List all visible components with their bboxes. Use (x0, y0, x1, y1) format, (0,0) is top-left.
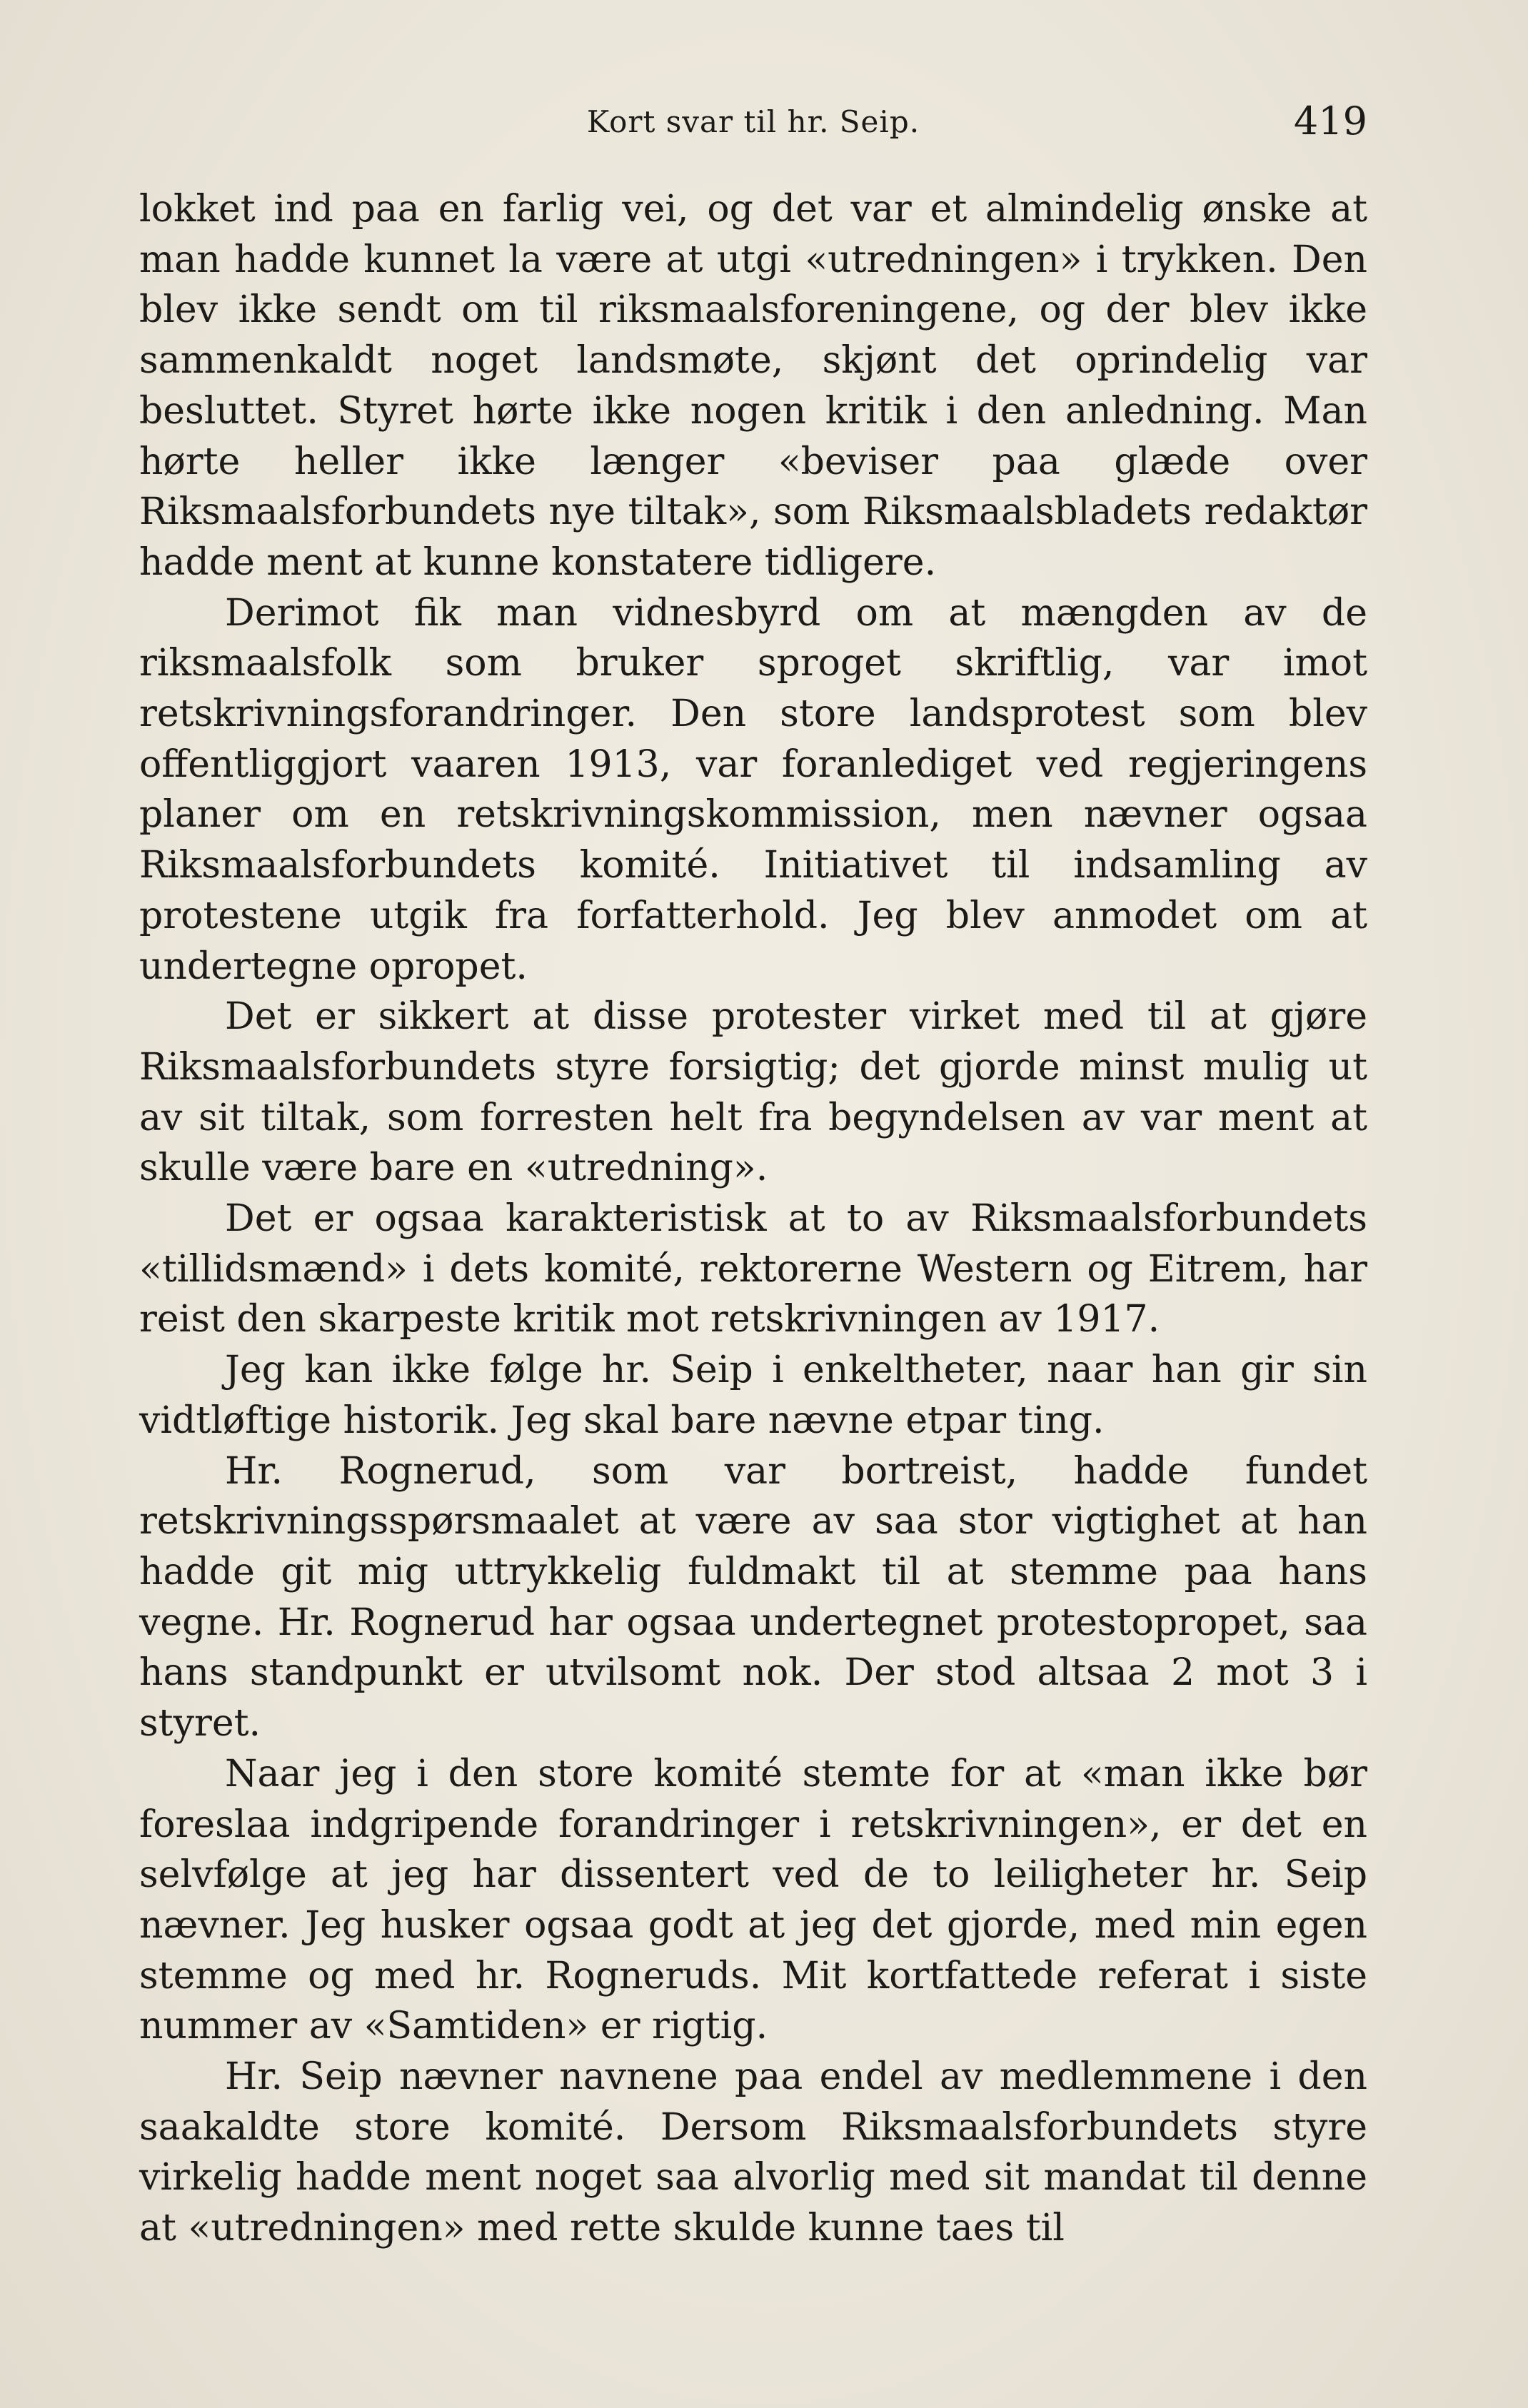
running-head-title: Kort svar til hr. Seip. (586, 104, 920, 139)
paragraph-7: Naar jeg i den store komité stemte for at «man ikke bør foreslaa indgripende forandringer i retskrivningen», er det en selvfølge at jeg har dissentert ved de to leiligheter hr. Seip nævner. Jeg husker ogsaa godt at jeg det gjorde, med min egen stemme og med hr. Rogneruds. Mit kortfattede referat i siste nummer av «Samtiden» er rigtig. (139, 1752, 1367, 2048)
paragraph-1: lokket ind paa en farlig vei, og det var et almindelig ønske at man hadde kunnet la være at utgi «utredningen» i trykken. Den blev ikke sendt om til riksmaalsforeningene, og der blev ikke sammenkaldt noget landsmøte, skjønt det oprindelig var besluttet. Styret hørte ikke nogen kritik i den anledning. Man hørte heller ikke længer «beviser paa glæde over Riksmaalsforbundets nye tiltak», som Riksmaalsbladets redaktør hadde ment at kunne konstatere tidligere. (139, 188, 1367, 584)
paragraph-3: Det er sikkert at disse protester virket med til at gjøre Riksmaalsforbundets styre forsigtig; det gjorde minst mulig ut av sit tiltak, som forresten helt fra begyndelsen av var ment at skulle være bare en «utredning». (139, 995, 1367, 1190)
running-head (139, 99, 1367, 141)
body-text (139, 184, 1367, 2254)
paragraph-2: Derimot fik man vidnesbyrd om at mængden av de riksmaalsfolk som bruker sproget skriftlig, var imot retskrivningsforandringer. Den store landsprotest som blev offentliggjort vaaren 1913, var foranlediget ved regjeringens planer om en retskrivningskommission, men nævner ogsaa Riksmaalsforbundets komité. Initiativet til indsamling av protestene utgik fra forfatterhold. Jeg blev anmodet om at undertegne opropet. (139, 591, 1367, 988)
page-number: 419 (1293, 99, 1367, 143)
paragraph-6: Hr. Rognerud, som var bortreist, hadde fundet retskrivningsspørsmaalet at være av saa stor vigtighet at han hadde git mig uttrykkelig fuldmakt til at stemme paa hans vegne. Hr. Rognerud har ogsaa undertegnet protestopropet, saa hans standpunkt er utvilsomt nok. Der stod altsaa 2 mot 3 i styret. (139, 1449, 1367, 1745)
paragraph-5: Jeg kan ikke følge hr. Seip i enkeltheter, naar han gir sin vidtløftige historik. Jeg skal bare nævne etpar ting. (139, 1349, 1367, 1442)
paragraph-4: Det er ogsaa karakteristisk at to av Riksmaalsforbundets «tillidsmænd» i dets komité, rektorerne Western og Eitrem, har reist den skarpeste kritik mot retskrivningen av 1917. (139, 1197, 1367, 1341)
paragraph-8: Hr. Seip nævner navnene paa endel av medlemmene i den saakaldte store komité. Dersom Riksmaalsforbundets styre virkelig hadde ment noget saa alvorlig med sit mandat til denne at «utredningen» med rette skulde kunne taes til (139, 2055, 1367, 2250)
